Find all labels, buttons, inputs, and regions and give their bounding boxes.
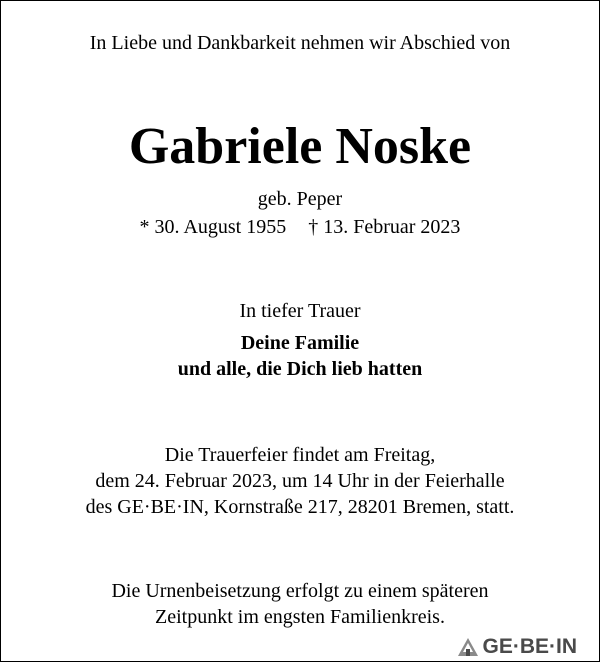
- birth-date: * 30. August 1955: [139, 216, 287, 238]
- funeral-line-2: dem 24. Februar 2023, um 14 Uhr in der Feierhalle: [95, 470, 505, 492]
- urn-line-2: Zeitpunkt im engsten Familienkreis.: [155, 606, 445, 628]
- intro-text: In Liebe und Dankbarkeit nehmen wir Abschied von: [89, 32, 511, 54]
- funeral-line-1: Die Trauerfeier findet am Freitag,: [164, 444, 436, 466]
- gebein-logo-text: GE·BE·IN: [482, 635, 577, 658]
- birth-name: geb. Peper: [257, 188, 343, 210]
- life-dates: [1, 215, 599, 239]
- mourning-family: Deine Familie: [240, 332, 360, 354]
- deceased-name: Gabriele Noske: [128, 118, 472, 175]
- death-date: † 13. Februar 2023: [308, 216, 461, 238]
- urn-line-1: Die Urnenbeisetzung erfolgt zu einem späteren: [111, 580, 489, 602]
- gebein-logo: [457, 635, 578, 659]
- gebein-logo-icon: [457, 637, 479, 657]
- funeral-line-3: des GE·BE·IN, Kornstraße 217, 28201 Bremen, statt.: [85, 496, 515, 518]
- mourning-intro: In tiefer Trauer: [239, 300, 361, 322]
- mourning-others: und alle, die Dich lieb hatten: [177, 358, 423, 380]
